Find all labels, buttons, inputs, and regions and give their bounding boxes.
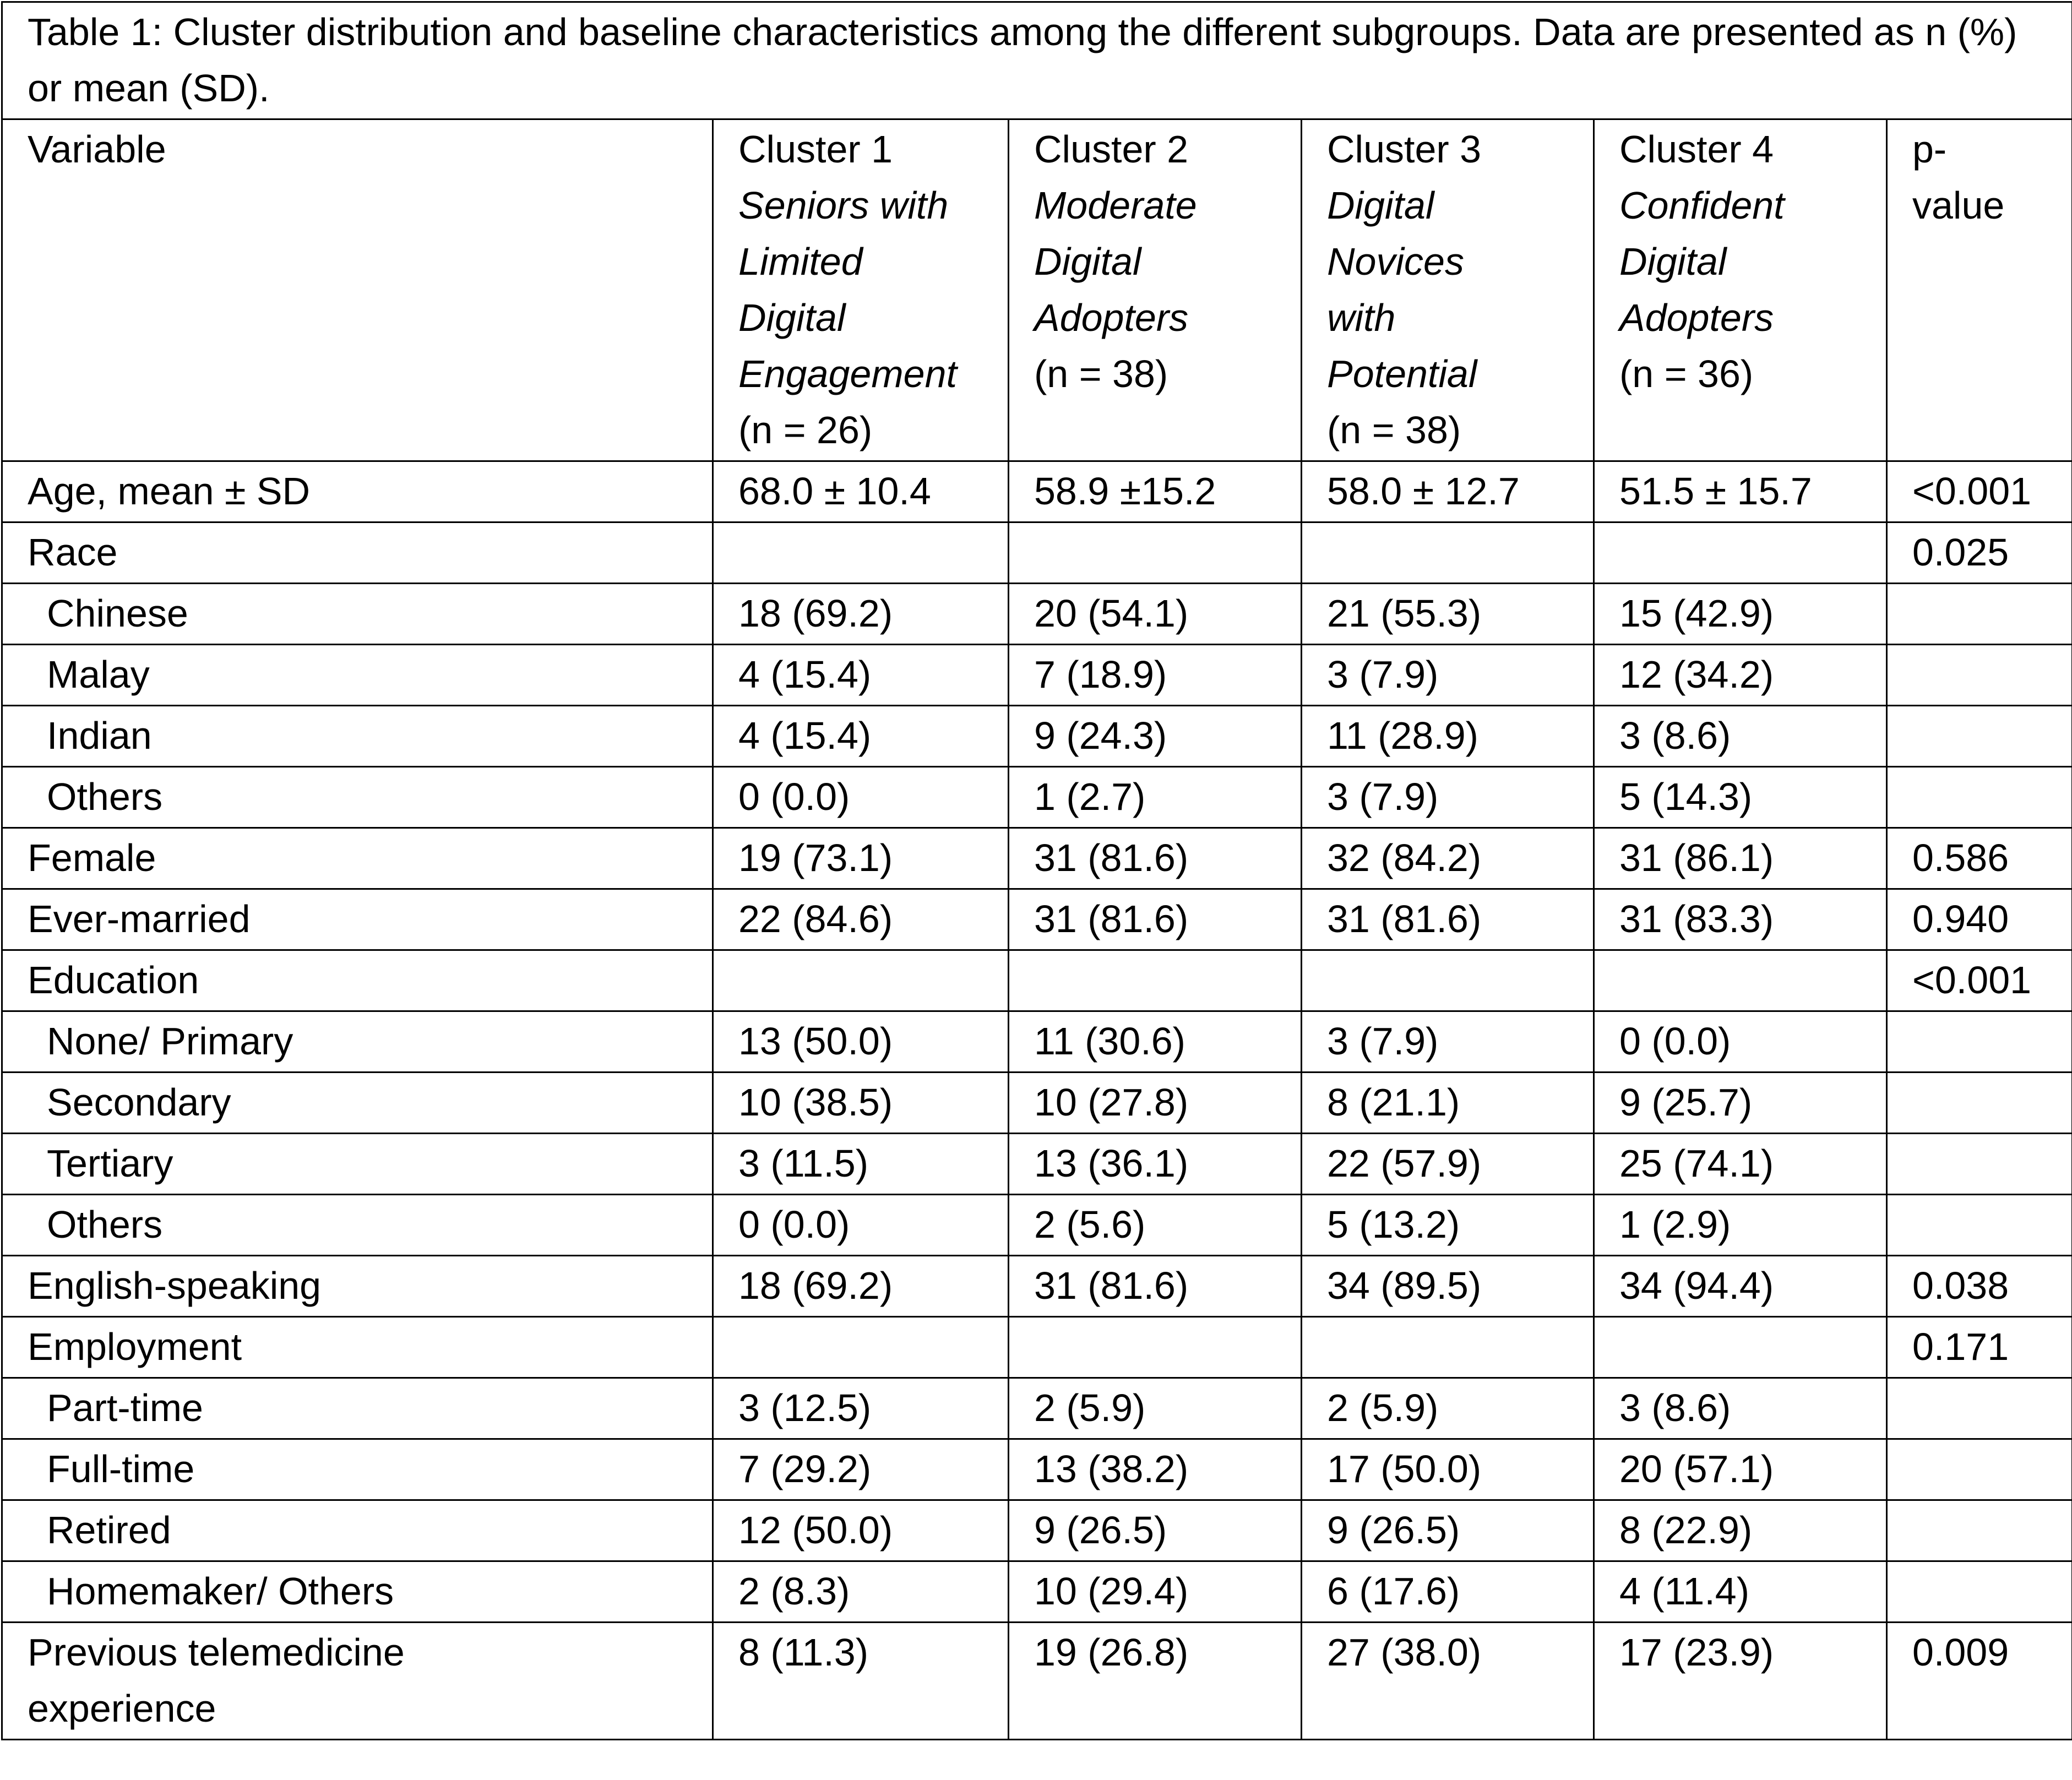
cluster-3-value: 34 (89.5) — [1302, 1256, 1594, 1317]
row-label: Secondary — [2, 1073, 713, 1134]
cluster-2-value: 20 (54.1) — [1009, 584, 1302, 645]
p-value: <0.001 — [1887, 461, 2072, 522]
table-row — [2, 950, 2072, 1011]
cluster-name-line: Confident — [1619, 184, 1785, 227]
cluster-1-value: 19 (73.1) — [713, 828, 1009, 889]
cluster-4-value: 3 (8.6) — [1594, 706, 1887, 767]
table-row — [2, 1623, 2072, 1740]
cluster-3-value: 2 (5.9) — [1302, 1378, 1594, 1439]
cluster-3-value: 11 (28.9) — [1302, 706, 1594, 767]
cluster-3-value: 21 (55.3) — [1302, 584, 1594, 645]
cluster-1-value: 0 (0.0) — [713, 1195, 1009, 1256]
p-value — [1887, 1378, 2072, 1439]
cluster-2-value: 1 (2.7) — [1009, 767, 1302, 828]
cluster-4-value: 34 (94.4) — [1594, 1256, 1887, 1317]
cluster-3-value: 3 (7.9) — [1302, 767, 1594, 828]
cluster-3-value: 5 (13.2) — [1302, 1195, 1594, 1256]
cluster-4-value — [1594, 522, 1887, 584]
cluster-1-value: 13 (50.0) — [713, 1011, 1009, 1073]
cluster-4-value: 9 (25.7) — [1594, 1073, 1887, 1134]
cluster-1-value — [713, 1317, 1009, 1378]
table-caption: Table 1: Cluster distribution and baseline characteristics among the different subgroups. Data are presented as n (%) or mean (SD). — [2, 2, 2072, 119]
cluster-2-value: 2 (5.9) — [1009, 1378, 1302, 1439]
cluster-3-value: 31 (81.6) — [1302, 889, 1594, 950]
row-label-line: experience — [28, 1687, 216, 1730]
table-row — [2, 889, 2072, 950]
cluster-n: (n = 26) — [738, 409, 873, 451]
table-row — [2, 584, 2072, 645]
cluster-4-value: 12 (34.2) — [1594, 645, 1887, 706]
cluster-2-value: 9 (26.5) — [1009, 1500, 1302, 1561]
table-row — [2, 1073, 2072, 1134]
cluster-3-value: 22 (57.9) — [1302, 1134, 1594, 1195]
cluster-4-value: 51.5 ± 15.7 — [1594, 461, 1887, 522]
cluster-4-value — [1594, 950, 1887, 1011]
table-row — [2, 522, 2072, 584]
cluster-1-value: 4 (15.4) — [713, 645, 1009, 706]
cluster-n: (n = 38) — [1034, 352, 1168, 395]
header-cluster-2 — [1009, 119, 1302, 461]
row-label: Ever-married — [2, 889, 713, 950]
p-value: 0.940 — [1887, 889, 2072, 950]
cluster-n: (n = 38) — [1327, 409, 1461, 451]
p-value: 0.586 — [1887, 828, 2072, 889]
p-value — [1887, 1195, 2072, 1256]
header-row — [2, 119, 2072, 461]
cluster-4-value: 8 (22.9) — [1594, 1500, 1887, 1561]
header-cluster-3 — [1302, 119, 1594, 461]
cluster-1-value — [713, 522, 1009, 584]
cluster-1-value: 10 (38.5) — [713, 1073, 1009, 1134]
cluster-4-value — [1594, 1317, 1887, 1378]
table-row — [2, 1134, 2072, 1195]
cluster-4-value: 25 (74.1) — [1594, 1134, 1887, 1195]
p-value — [1887, 1011, 2072, 1073]
cluster-1-value: 12 (50.0) — [713, 1500, 1009, 1561]
cluster-name-line: Engagement — [738, 352, 957, 395]
cluster-3-value — [1302, 1317, 1594, 1378]
header-cluster-1 — [713, 119, 1009, 461]
cluster-2-value: 13 (38.2) — [1009, 1439, 1302, 1500]
cluster-3-value: 58.0 ± 12.7 — [1302, 461, 1594, 522]
header-variable: Variable — [2, 119, 713, 461]
table-row — [2, 1317, 2072, 1378]
cluster-label: Cluster 4 — [1619, 128, 1774, 171]
row-label: Tertiary — [2, 1134, 713, 1195]
p-value — [1887, 767, 2072, 828]
cluster-4-value: 5 (14.3) — [1594, 767, 1887, 828]
cluster-name-line: Digital — [1327, 184, 1434, 227]
row-label: Chinese — [2, 584, 713, 645]
cluster-3-value: 8 (21.1) — [1302, 1073, 1594, 1134]
cluster-2-value — [1009, 950, 1302, 1011]
cluster-1-value: 8 (11.3) — [713, 1623, 1009, 1740]
cluster-name-line: Potential — [1327, 352, 1477, 395]
cluster-1-value: 22 (84.6) — [713, 889, 1009, 950]
cluster-name-line: Limited — [738, 240, 863, 283]
table-row — [2, 645, 2072, 706]
cluster-label: Cluster 2 — [1034, 128, 1189, 171]
cluster-2-value: 9 (24.3) — [1009, 706, 1302, 767]
cluster-name-line: Novices — [1327, 240, 1464, 283]
cluster-2-value — [1009, 1317, 1302, 1378]
row-label: Malay — [2, 645, 713, 706]
cluster-4-value: 20 (57.1) — [1594, 1439, 1887, 1500]
cluster-1-value: 3 (11.5) — [713, 1134, 1009, 1195]
cluster-name-line: Seniors with — [738, 184, 949, 227]
row-label-line: Previous telemedicine — [28, 1631, 405, 1674]
cluster-4-value: 1 (2.9) — [1594, 1195, 1887, 1256]
cluster-3-value: 27 (38.0) — [1302, 1623, 1594, 1740]
cluster-1-value: 3 (12.5) — [713, 1378, 1009, 1439]
cluster-1-value: 68.0 ± 10.4 — [713, 461, 1009, 522]
cluster-3-value: 32 (84.2) — [1302, 828, 1594, 889]
cluster-n: (n = 36) — [1619, 352, 1754, 395]
cluster-2-value: 31 (81.6) — [1009, 828, 1302, 889]
table-row — [2, 1256, 2072, 1317]
caption-row — [2, 2, 2072, 119]
cluster-2-value: 7 (18.9) — [1009, 645, 1302, 706]
cluster-2-value: 31 (81.6) — [1009, 889, 1302, 950]
p-value — [1887, 1500, 2072, 1561]
cluster-2-value: 11 (30.6) — [1009, 1011, 1302, 1073]
row-label: Indian — [2, 706, 713, 767]
cluster-1-value: 2 (8.3) — [713, 1561, 1009, 1623]
cluster-2-value: 13 (36.1) — [1009, 1134, 1302, 1195]
cluster-2-value: 58.9 ±15.2 — [1009, 461, 1302, 522]
cluster-name-line: Digital — [1034, 240, 1141, 283]
cluster-2-value: 10 (27.8) — [1009, 1073, 1302, 1134]
table-row — [2, 1378, 2072, 1439]
cluster-name-line: Moderate — [1034, 184, 1197, 227]
table-row — [2, 1500, 2072, 1561]
table-row — [2, 461, 2072, 522]
p-value — [1887, 1073, 2072, 1134]
row-label: English-speaking — [2, 1256, 713, 1317]
cluster-label: Cluster 3 — [1327, 128, 1482, 171]
cluster-4-value: 0 (0.0) — [1594, 1011, 1887, 1073]
header-p-value — [1887, 119, 2072, 461]
cluster-characteristics-table — [1, 1, 2072, 1740]
cluster-1-value: 18 (69.2) — [713, 584, 1009, 645]
cluster-3-value: 3 (7.9) — [1302, 645, 1594, 706]
cluster-3-value: 9 (26.5) — [1302, 1500, 1594, 1561]
cluster-name-line: Adopters — [1034, 296, 1189, 339]
cluster-name-line: Adopters — [1619, 296, 1774, 339]
p-value: <0.001 — [1887, 950, 2072, 1011]
cluster-name-line: Digital — [738, 296, 846, 339]
p-value-line: p- — [1912, 128, 1947, 171]
cluster-2-value: 10 (29.4) — [1009, 1561, 1302, 1623]
header-cluster-4 — [1594, 119, 1887, 461]
p-value — [1887, 584, 2072, 645]
p-value: 0.171 — [1887, 1317, 2072, 1378]
row-label: Retired — [2, 1500, 713, 1561]
row-label: Full-time — [2, 1439, 713, 1500]
row-label: Others — [2, 767, 713, 828]
cluster-2-value: 31 (81.6) — [1009, 1256, 1302, 1317]
cluster-4-value: 17 (23.9) — [1594, 1623, 1887, 1740]
cluster-4-value: 4 (11.4) — [1594, 1561, 1887, 1623]
cluster-3-value: 3 (7.9) — [1302, 1011, 1594, 1073]
table-row — [2, 767, 2072, 828]
cluster-1-value: 7 (29.2) — [713, 1439, 1009, 1500]
table-row — [2, 1439, 2072, 1500]
cluster-3-value — [1302, 522, 1594, 584]
row-label — [2, 1623, 713, 1740]
table-row — [2, 1195, 2072, 1256]
row-label: Employment — [2, 1317, 713, 1378]
p-value: 0.009 — [1887, 1623, 2072, 1740]
table-row — [2, 1011, 2072, 1073]
cluster-name-line: with — [1327, 296, 1396, 339]
cluster-1-value: 4 (15.4) — [713, 706, 1009, 767]
row-label: None/ Primary — [2, 1011, 713, 1073]
row-label: Others — [2, 1195, 713, 1256]
row-label: Race — [2, 522, 713, 584]
row-label: Homemaker/ Others — [2, 1561, 713, 1623]
p-value — [1887, 1134, 2072, 1195]
row-label: Age, mean ± SD — [2, 461, 713, 522]
cluster-2-value: 19 (26.8) — [1009, 1623, 1302, 1740]
cluster-1-value: 18 (69.2) — [713, 1256, 1009, 1317]
table-row — [2, 1561, 2072, 1623]
table-row — [2, 828, 2072, 889]
table-row — [2, 706, 2072, 767]
cluster-4-value: 15 (42.9) — [1594, 584, 1887, 645]
cluster-2-value — [1009, 522, 1302, 584]
cluster-4-value: 31 (83.3) — [1594, 889, 1887, 950]
cluster-4-value: 31 (86.1) — [1594, 828, 1887, 889]
cluster-label: Cluster 1 — [738, 128, 893, 171]
cluster-1-value — [713, 950, 1009, 1011]
p-value: 0.025 — [1887, 522, 2072, 584]
cluster-name-line: Digital — [1619, 240, 1727, 283]
row-label: Female — [2, 828, 713, 889]
row-label: Education — [2, 950, 713, 1011]
cluster-3-value: 6 (17.6) — [1302, 1561, 1594, 1623]
cluster-4-value: 3 (8.6) — [1594, 1378, 1887, 1439]
p-value: 0.038 — [1887, 1256, 2072, 1317]
cluster-2-value: 2 (5.6) — [1009, 1195, 1302, 1256]
p-value — [1887, 1439, 2072, 1500]
p-value — [1887, 645, 2072, 706]
p-value — [1887, 1561, 2072, 1623]
cluster-1-value: 0 (0.0) — [713, 767, 1009, 828]
cluster-3-value — [1302, 950, 1594, 1011]
p-value-line: value — [1912, 184, 2005, 227]
row-label: Part-time — [2, 1378, 713, 1439]
p-value — [1887, 706, 2072, 767]
cluster-3-value: 17 (50.0) — [1302, 1439, 1594, 1500]
